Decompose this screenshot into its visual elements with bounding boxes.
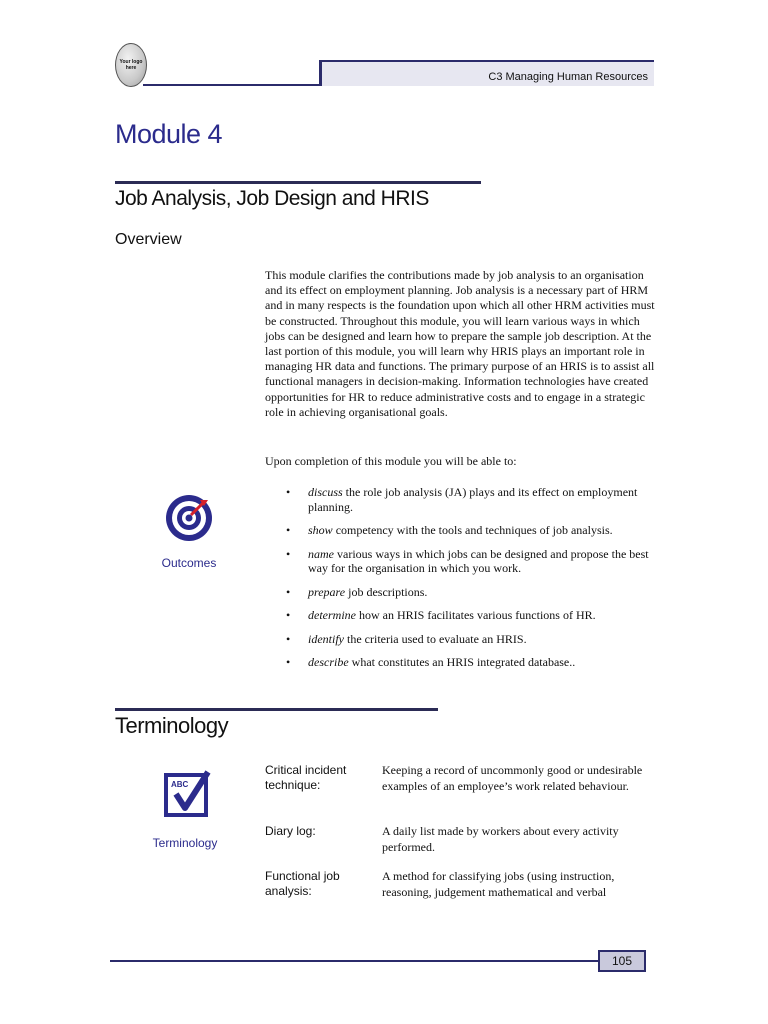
module-title: Module 4 <box>115 119 223 149</box>
list-item: • prepare job descriptions. <box>286 585 658 600</box>
logo-text: Your logo here <box>119 59 143 71</box>
term-definition: A daily list made by workers about every activity performed. <box>382 824 619 854</box>
section-title: Job Analysis, Job Design and HRIS <box>115 187 429 210</box>
terminology-rule <box>115 708 438 711</box>
term-label: Critical incident technique: <box>265 763 347 792</box>
terminology-label: Terminology <box>152 836 218 850</box>
page-number <box>598 950 646 972</box>
page-number-text: 105 <box>611 954 633 968</box>
term-definition: Keeping a record of uncommonly good or undesirable examples of an employee’s work related behaviour. <box>382 763 643 793</box>
terminology-title: Terminology <box>115 713 229 738</box>
outcomes-list <box>286 485 658 679</box>
outcomes-label: Outcomes <box>161 556 217 570</box>
footer-rule <box>110 960 600 962</box>
target-icon <box>164 491 216 543</box>
term-label: Diary log: <box>265 824 316 838</box>
header-banner <box>319 60 654 86</box>
overview-title: Overview <box>115 231 182 248</box>
logo-placeholder <box>115 43 147 87</box>
list-item: • show competency with the tools and techniques of job analysis. <box>286 523 658 538</box>
term-label: Functional job analysis: <box>265 869 340 898</box>
list-item: • determine how an HRIS facilitates various functions of HR. <box>286 608 658 623</box>
list-item: • name various ways in which jobs can be designed and propose the best way for the organisation in which you work. <box>286 547 658 576</box>
overview-paragraph: This module clarifies the contributions made by job analysis to an organisation and its effect on employment planning. Job analysis is a necessary part of HRM and in many respects is the foundation upon which all other HRM activities must be constructed. Throughout this module, you will learn various ways in which jobs can be designed and learn how to prepare the sample job description. At the last portion of this module, you will learn why HRIS plays an important role in managing HR data and functions. The primary purpose of an HRIS is to assist all functional managers in decision-making. Information technologies have created opportunities for HR to reduce administrative costs and to engage in a strategic role in achieving organisational goals. <box>265 268 655 419</box>
list-item: • describe what constitutes an HRIS integrated database.. <box>286 655 658 670</box>
checkbox-icon <box>164 770 212 818</box>
section-rule <box>115 181 481 184</box>
header-rule <box>143 84 321 86</box>
course-title: C3 Managing Human Resources <box>488 71 648 83</box>
checkbox-icon-text: ABC <box>171 780 189 789</box>
term-definition: A method for classifying jobs (using instruction, reasoning, judgement mathematical and verbal <box>382 869 615 899</box>
outcomes-intro: Upon completion of this module you will be able to: <box>265 454 517 468</box>
list-item: • discuss the role job analysis (JA) plays and its effect on employment planning. <box>286 485 658 514</box>
list-item: • identify the criteria used to evaluate an HRIS. <box>286 632 658 647</box>
